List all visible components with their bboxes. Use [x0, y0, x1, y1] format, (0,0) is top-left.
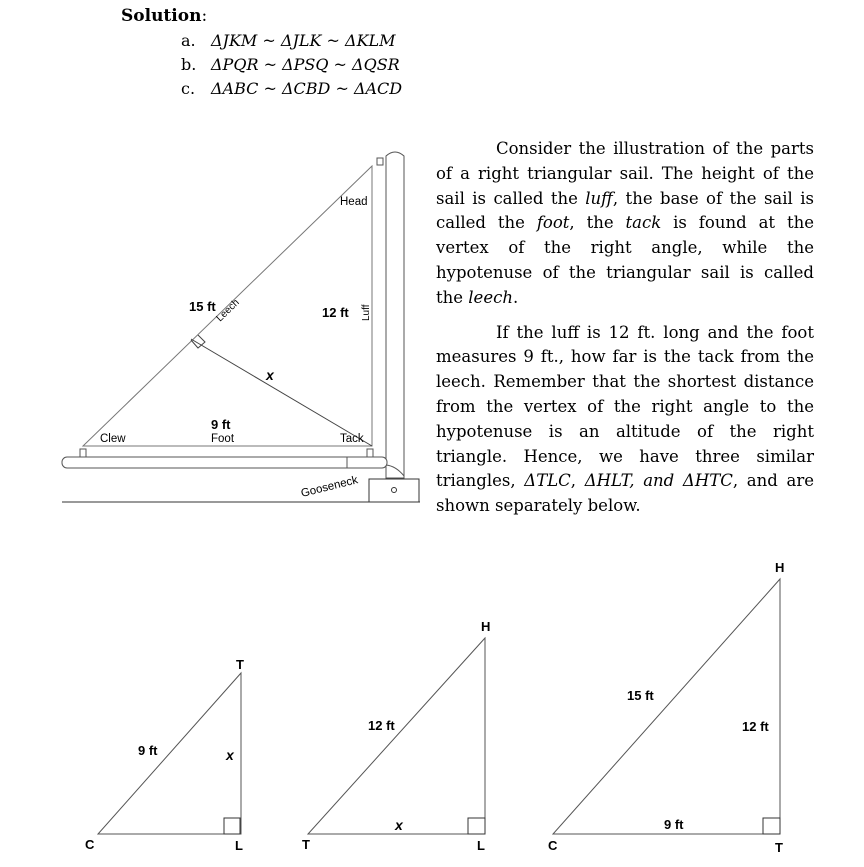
solution-heading-text: Solution — [121, 6, 202, 26]
hlt-hyp-label: 12 ft — [368, 718, 395, 733]
tlc-right-angle-marker — [224, 818, 240, 834]
triangle-htc — [553, 579, 780, 834]
label-leech: Leech — [214, 297, 242, 325]
triangle-hlt — [308, 638, 485, 834]
htc-base-label: 9 ft — [664, 817, 684, 832]
label-altitude-x: x — [266, 367, 274, 383]
htc-side-label: 12 ft — [742, 719, 769, 734]
text-run: , the base of the sail is called the — [436, 188, 814, 233]
term-tack: tack — [625, 213, 662, 233]
solution-colon: : — [201, 6, 208, 26]
tlc-vertex-t: T — [236, 657, 244, 672]
term-leech: leech — [468, 287, 513, 307]
htc-vertex-h: H — [775, 560, 785, 575]
paragraph-problem — [436, 321, 814, 519]
text-run: If the luff is 12 ft. long and the foot measures 9 ft., how far is the tack from the leech. Remember that the shortest distance from the vertex of the right angle to the hypotenuse is an altitude of the right triangle. Hence, we have three similar triangles, — [436, 322, 814, 491]
label-luff-length: 12 ft — [322, 305, 349, 320]
mast-top-fitting — [377, 158, 383, 165]
tlc-side-label: x — [226, 747, 234, 763]
label-tack: Tack — [340, 433, 364, 445]
clew-fitting — [80, 449, 86, 457]
text-run: , — [570, 471, 585, 491]
hlt-base-label: x — [395, 817, 403, 833]
tack-fitting — [367, 449, 373, 457]
term-luff: luff — [585, 188, 613, 208]
solution-item-letter: b. — [181, 55, 197, 74]
label-head: Head — [340, 196, 368, 208]
tlc-hyp-label: 9 ft — [138, 743, 158, 758]
label-clew: Clew — [100, 433, 126, 445]
text-run: . — [512, 287, 519, 307]
label-luff: Luff — [361, 304, 372, 321]
boom — [62, 457, 387, 468]
label-foot-length: 9 ft — [211, 417, 231, 432]
gooseneck-pin — [392, 488, 397, 493]
text-run: is found at the vertex of the right angle, while the hypotenuse of the triangular sail is called the — [436, 213, 814, 307]
tlc-vertex-c: C — [85, 837, 95, 852]
hlt-vertex-t: T — [302, 837, 310, 852]
label-gooseneck: Gooseneck — [299, 474, 360, 500]
label-leech-length: 15 ft — [189, 299, 216, 314]
hlt-right-angle-marker — [468, 818, 485, 834]
solution-item-equation: ΔJKM ~ ΔJLK ~ ΔKLM — [211, 31, 396, 50]
solution-item-equation: ΔABC ~ ΔCBD ~ ΔACD — [211, 79, 403, 98]
htc-vertex-c: C — [548, 838, 558, 853]
htc-right-angle-marker — [763, 818, 780, 834]
label-foot: Foot — [211, 433, 235, 445]
solution-item-equation: ΔPQR ~ ΔPSQ ~ ΔQSR — [211, 55, 400, 74]
triangle-tlc-name: ΔTLC — [524, 471, 571, 491]
htc-hyp-label: 15 ft — [627, 688, 654, 703]
triangle-tlc — [98, 673, 241, 834]
paragraph-sail-parts — [436, 137, 814, 311]
text-run: Consider the illustration of the parts of a right triangular sail. The height of the sail is called the — [436, 139, 814, 208]
text-run: , and are shown separately below. — [436, 471, 815, 516]
problem-text — [436, 137, 814, 519]
text-run: , and — [629, 471, 683, 491]
htc-vertex-t: T — [775, 840, 783, 855]
hlt-vertex-h: H — [481, 619, 491, 634]
mast — [386, 152, 404, 478]
hlt-vertex-l: L — [477, 838, 485, 853]
solution-item-letter: a. — [181, 31, 196, 50]
term-foot: foot — [536, 213, 570, 233]
text-run: , the — [569, 213, 626, 233]
solution-item-letter: c. — [181, 79, 196, 98]
triangle-htc-name: ΔHTC — [682, 471, 733, 491]
tlc-vertex-l: L — [235, 838, 243, 853]
triangle-hlt-name: ΔHLT — [584, 471, 630, 491]
